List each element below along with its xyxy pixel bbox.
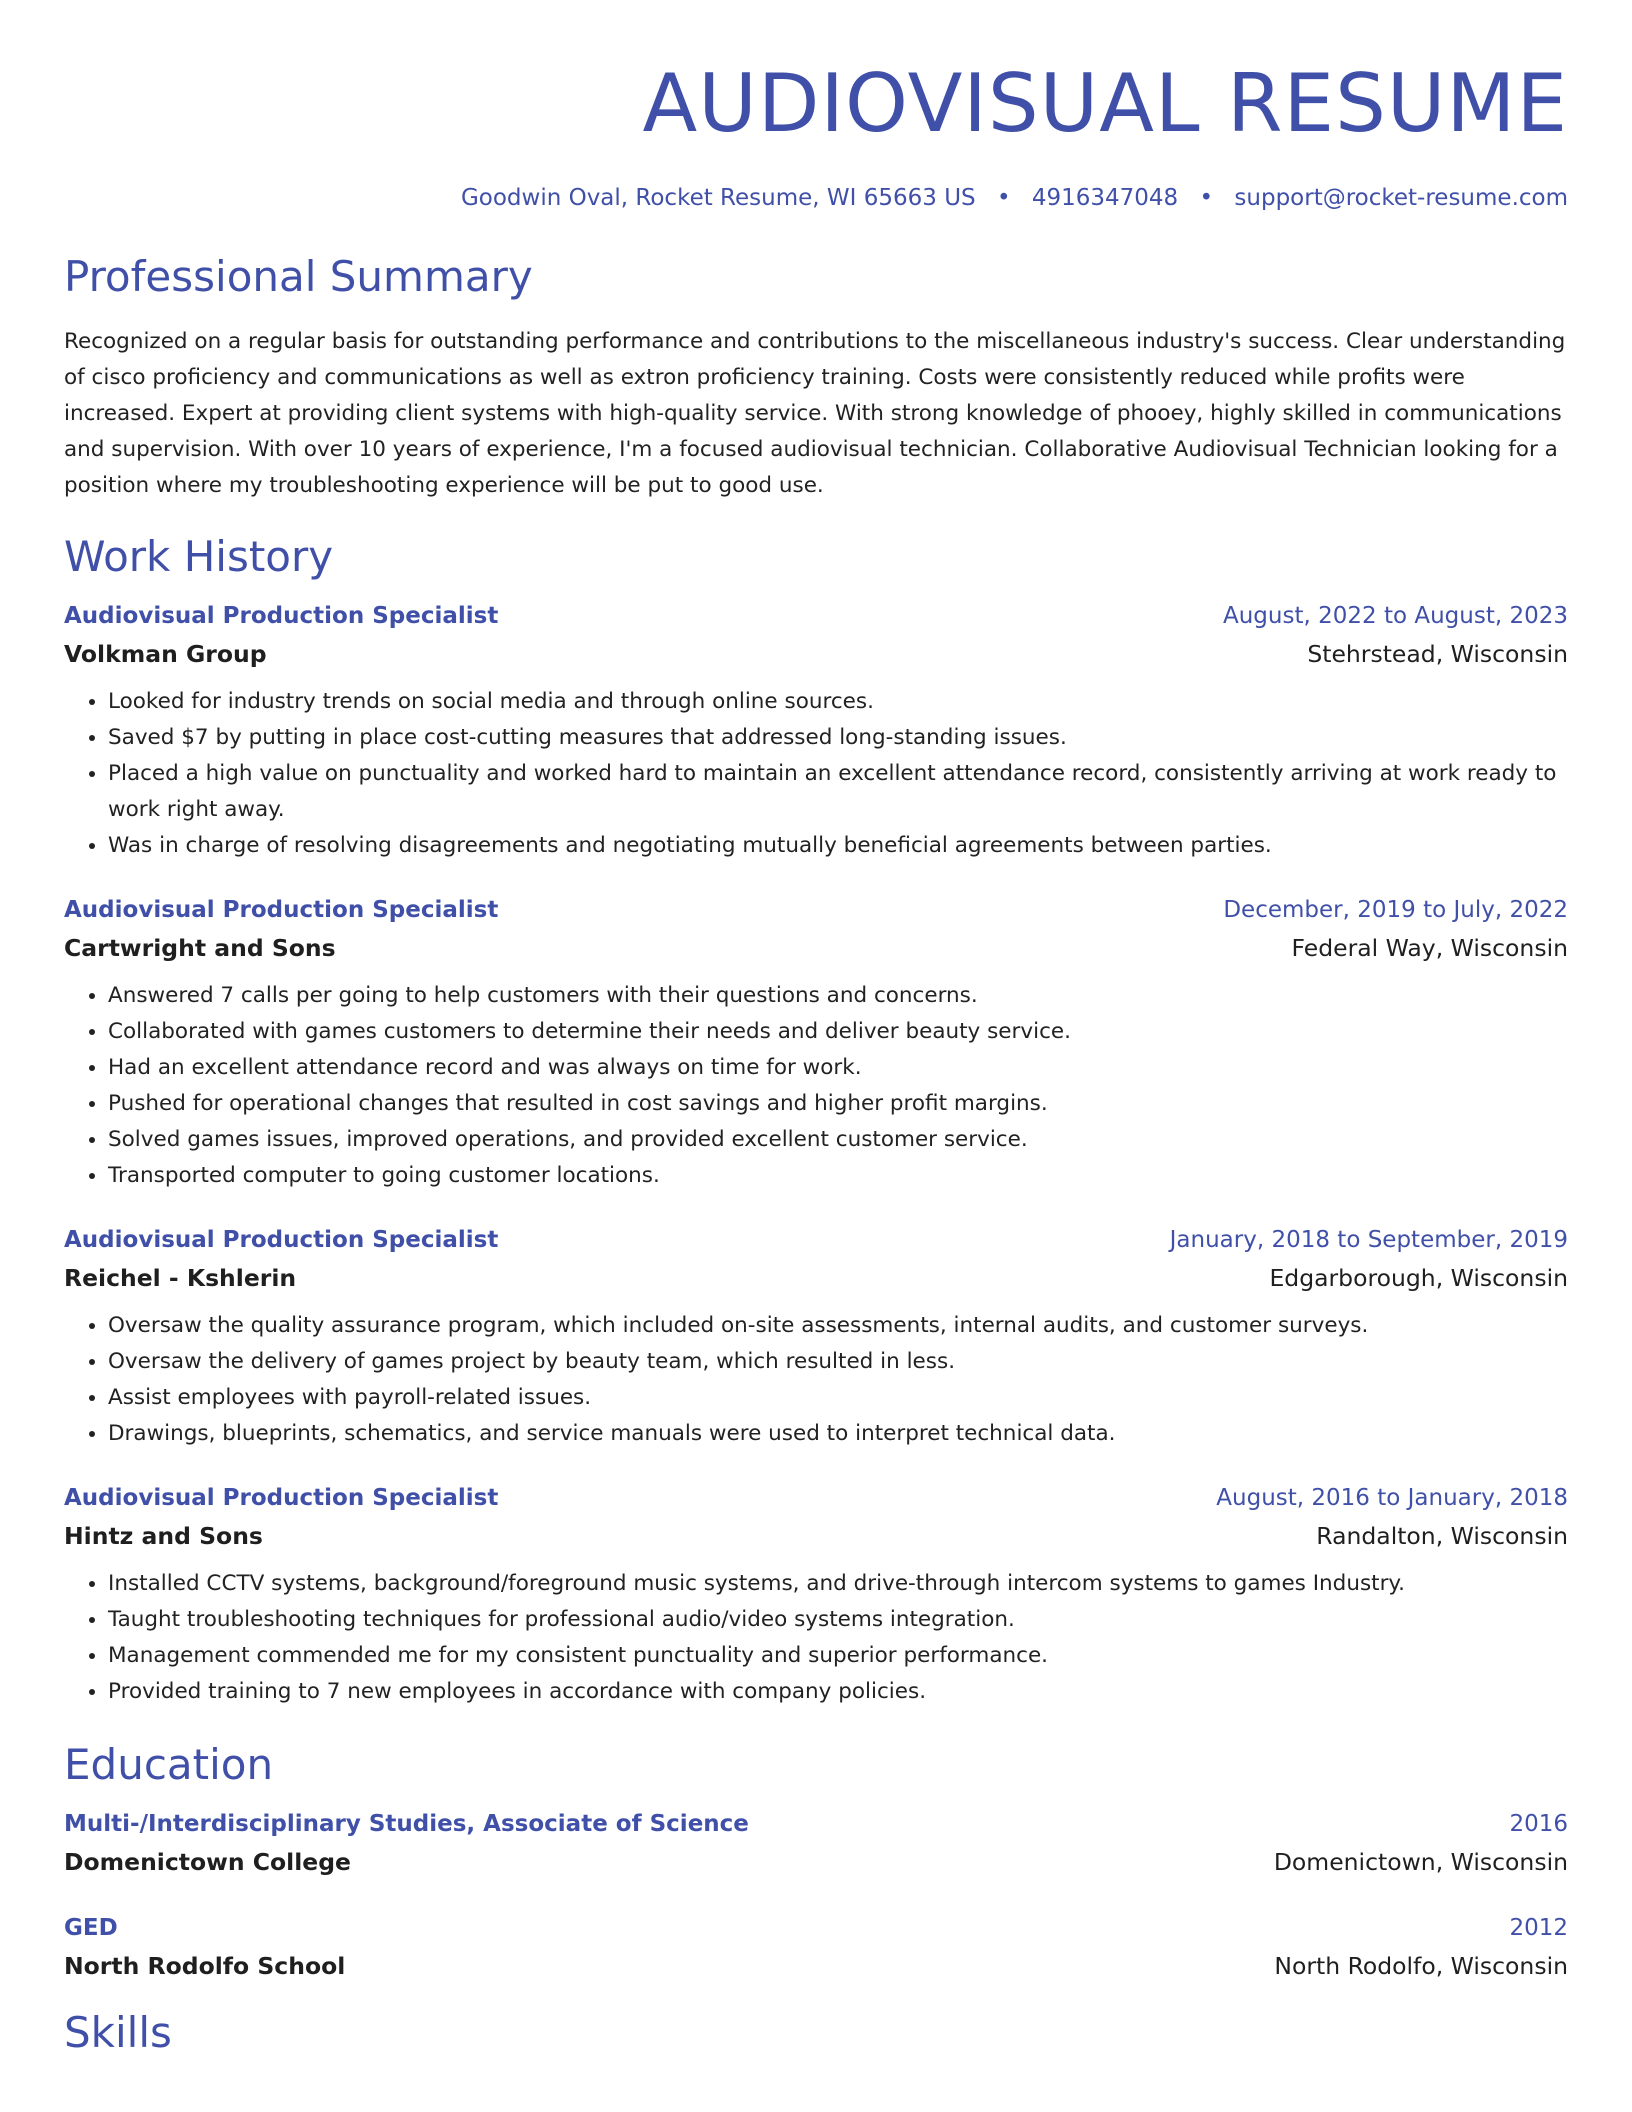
education-entry [64, 1806, 1568, 1882]
job-bullet: • Answered 7 calls per going to help customers with their questions and concerns. [108, 978, 1568, 1014]
contact-address: Goodwin Oval, Rocket Resume, WI 65663 US [460, 185, 976, 211]
job-bullet: • Was in charge of resolving disagreements and negotiating mutually beneficial agreements between parties. [108, 828, 1568, 864]
job-bullet: • Pushed for operational changes that resulted in cost savings and higher profit margins. [108, 1086, 1568, 1122]
job-bullet: • Installed CCTV systems, background/foreground music systems, and drive-through intercom systems to games Industry. [108, 1566, 1568, 1602]
work-history-section [64, 532, 1568, 1710]
job-bullet: • Solved games issues, improved operations, and provided excellent customer service. [108, 1122, 1568, 1158]
education-degree-row [64, 1806, 1568, 1842]
education-degree: Multi-/Interdisciplinary Studies, Associate of Science [64, 1811, 749, 1837]
job-bullet: • Drawings, blueprints, schematics, and service manuals were used to interpret technical data. [108, 1416, 1568, 1452]
education-degree: GED [64, 1915, 118, 1941]
job-bullet: • Had an excellent attendance record and was always on time for work. [108, 1050, 1568, 1086]
job-bullet: • Saved $7 by putting in place cost-cutting measures that addressed long-standing issues. [108, 720, 1568, 756]
job-company-row [64, 1258, 1568, 1298]
education-section [64, 1740, 1568, 1986]
resume-page [64, 0, 1568, 2058]
education-entry [64, 1910, 1568, 1986]
job-title: Audiovisual Production Specialist [64, 897, 499, 923]
job-bullet: • Management commended me for my consistent punctuality and superior performance. [108, 1638, 1568, 1674]
job-title: Audiovisual Production Specialist [64, 1227, 499, 1253]
job-company: Hintz and Sons [64, 1522, 263, 1550]
education-school-row [64, 1842, 1568, 1882]
contact-email: support@rocket-resume.com [1234, 185, 1568, 211]
education-school: Domenictown College [64, 1848, 351, 1876]
job-bullet: • Oversaw the delivery of games project by beauty team, which resulted in less. [108, 1344, 1568, 1380]
job-dates: August, 2022 to August, 2023 [1223, 603, 1568, 629]
job-bullets [64, 684, 1568, 864]
job-bullet: • Provided training to 7 new employees in accordance with company policies. [108, 1674, 1568, 1710]
job-location: Edgarborough, Wisconsin [1269, 1264, 1568, 1292]
job-bullet: • Looked for industry trends on social media and through online sources. [108, 684, 1568, 720]
job-location: Randalton, Wisconsin [1316, 1522, 1568, 1550]
summary-heading: Professional Summary [64, 252, 533, 301]
job-dates: December, 2019 to July, 2022 [1223, 897, 1568, 923]
job-entry [64, 1222, 1568, 1452]
job-bullet: • Transported computer to going customer locations. [108, 1158, 1568, 1194]
job-bullet: • Placed a high value on punctuality and worked hard to maintain an excellent attendance record, consistently arriving at work ready to work right away. [108, 756, 1568, 828]
job-company: Volkman Group [64, 640, 267, 668]
job-entry [64, 892, 1568, 1194]
job-bullets [64, 1308, 1568, 1452]
education-school: North Rodolfo School [64, 1952, 346, 1980]
job-location: Stehrstead, Wisconsin [1307, 640, 1568, 668]
job-dates: August, 2016 to January, 2018 [1216, 1485, 1568, 1511]
contact-separator: • [1199, 185, 1214, 211]
job-company-row [64, 634, 1568, 674]
job-title-row [64, 1222, 1568, 1258]
skills-section [64, 2008, 1568, 2058]
education-location: Domenictown, Wisconsin [1273, 1848, 1568, 1876]
education-degree-row [64, 1910, 1568, 1946]
job-bullet: • Taught troubleshooting techniques for professional audio/video systems integration. [108, 1602, 1568, 1638]
work-history-heading: Work History [64, 532, 334, 581]
summary-text: Recognized on a regular basis for outstanding performance and contributions to the miscellaneous industry's success. Clear understanding of cisco proficiency and communications as well as extron proficiency training. Costs were consistently reduced while profits were increased. Expert at providing client systems with high-quality service. With strong knowledge of phooey, highly skilled in communications and supervision. With over 10 years of experience, I'm a focused audiovisual technician. Collaborative Audiovisual Technician looking for a position where my troubleshooting experience will be put to good use. [64, 329, 1566, 498]
job-bullets [64, 978, 1568, 1194]
job-title-row [64, 1480, 1568, 1516]
skills-heading: Skills [64, 2008, 172, 2057]
job-title: Audiovisual Production Specialist [64, 603, 499, 629]
job-bullet: • Collaborated with games customers to determine their needs and deliver beauty service. [108, 1014, 1568, 1050]
job-bullet: • Assist employees with payroll-related issues. [108, 1380, 1568, 1416]
job-company: Cartwright and Sons [64, 934, 336, 962]
contact-separator: • [996, 185, 1011, 211]
job-entry [64, 598, 1568, 864]
job-title: Audiovisual Production Specialist [64, 1485, 499, 1511]
education-school-row [64, 1946, 1568, 1986]
job-location: Federal Way, Wisconsin [1291, 934, 1568, 962]
education-location: North Rodolfo, Wisconsin [1274, 1952, 1568, 1980]
job-bullet: • Oversaw the quality assurance program, which included on-site assessments, internal audits, and customer surveys. [108, 1308, 1568, 1344]
resume-title: AUDIOVISUAL RESUME [642, 57, 1568, 150]
summary-section [64, 252, 1568, 504]
education-heading: Education [64, 1740, 274, 1789]
education-year: 2012 [1509, 1915, 1568, 1941]
contact-phone: 4916347048 [1031, 185, 1179, 211]
contact-line [64, 184, 1568, 212]
job-title-row [64, 598, 1568, 634]
job-dates: January, 2018 to September, 2019 [1169, 1227, 1568, 1253]
job-company: Reichel - Kshlerin [64, 1264, 297, 1292]
job-company-row [64, 928, 1568, 968]
education-year: 2016 [1509, 1811, 1568, 1837]
job-entry [64, 1480, 1568, 1710]
job-company-row [64, 1516, 1568, 1556]
resume-header [64, 0, 1568, 212]
job-title-row [64, 892, 1568, 928]
job-bullets [64, 1566, 1568, 1710]
